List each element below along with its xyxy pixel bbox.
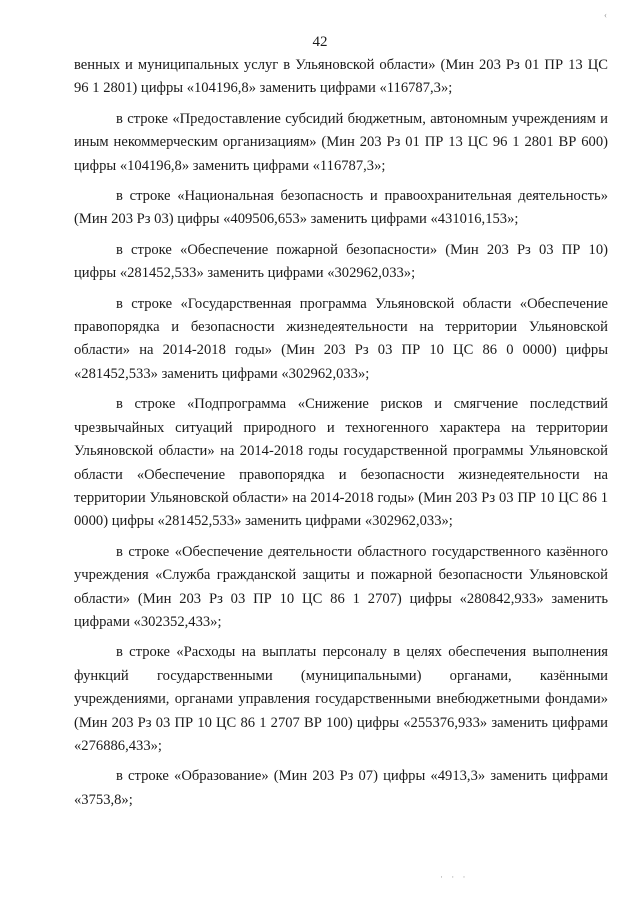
paragraph-subprogram: в строке «Подпрограмма «Снижение рисков и смягчение последствий чрезвычайных ситуаций природного и техногенного характера на территории Ульяновской области» на 2014-2018 годы государственной программы Ульяновской области «Обеспечение правопорядка и безопасности жизнедеятельности на территории Ульяновской области» на 2014-2018 годы» (Мин 203 Рз 03 ПР 10 ЦС 86 1 0000) цифры «281452,533» заменить цифрами «302962,033»;: [74, 396, 608, 530]
paragraph-continuation: венных и муниципальных услуг в Ульяновской области» (Мин 203 Рз 01 ПР 13 ЦС 96 1 2801) цифры «104196,8» заменить цифрами «116787,3»;: [74, 57, 608, 97]
scan-artifact-dots: · · ·: [440, 872, 469, 882]
paragraph-national-security: в строке «Национальная безопасность и правоохранительная деятельность» (Мин 203 Рз 03) цифры «409506,653» заменить цифрами «431016,153»;: [74, 188, 608, 228]
document-body: [74, 54, 608, 819]
paragraph-fire-safety: в строке «Обеспечение пожарной безопасности» (Мин 203 Рз 03 ПР 10) цифры «281452,533» заменить цифрами «302962,033»;: [74, 241, 608, 282]
paragraph-education: в строке «Образование» (Мин 203 Рз 07) цифры «4913,3» заменить цифрами «3753,8»;: [74, 768, 608, 808]
paragraph-state-program: в строке «Государственная программа Ульяновской области «Обеспечение правопорядка и безопасности жизнедеятельности на территории Ульяновской области» на 2014-2018 годы» (Мин 203 Рз 03 ПР 10 ЦС 86 0 0000) цифры «281452,533» заменить цифрами «302962,033»;: [74, 295, 608, 382]
paragraph-civil-protection-service: в строке «Обеспечение деятельности областного государственного казённого учреждения «Служба гражданской защиты и пожарной безопасности Ульяновской области» (Мин 203 Рз 03 ПР 10 ЦС 86 1 2707) цифры «280842,933» заменить цифрами «302352,433»;: [74, 543, 608, 630]
paragraph-personnel-expenses: в строке «Расходы на выплаты персоналу в целях обеспечения выполнения функций государственными (муниципальными) органами, казёнными учреждениями, органами управления государственными внебюджетными фондами» (Мин 203 Рз 03 ПР 10 ЦС 86 1 2707 ВР 100) цифры «255376,933» заменить цифрами «276886,433»;: [74, 644, 608, 754]
scan-corner-mark: ‹: [604, 10, 607, 20]
paragraph-subsidies: в строке «Предоставление субсидий бюджетным, автономным учреждениям и иным некоммерческим организациям» (Мин 203 Рз 01 ПР 13 ЦС 96 1 2801 ВР 600) цифры «104196,8» заменить цифрами «116787,3»;: [74, 110, 608, 174]
page-number: 42: [312, 34, 328, 50]
